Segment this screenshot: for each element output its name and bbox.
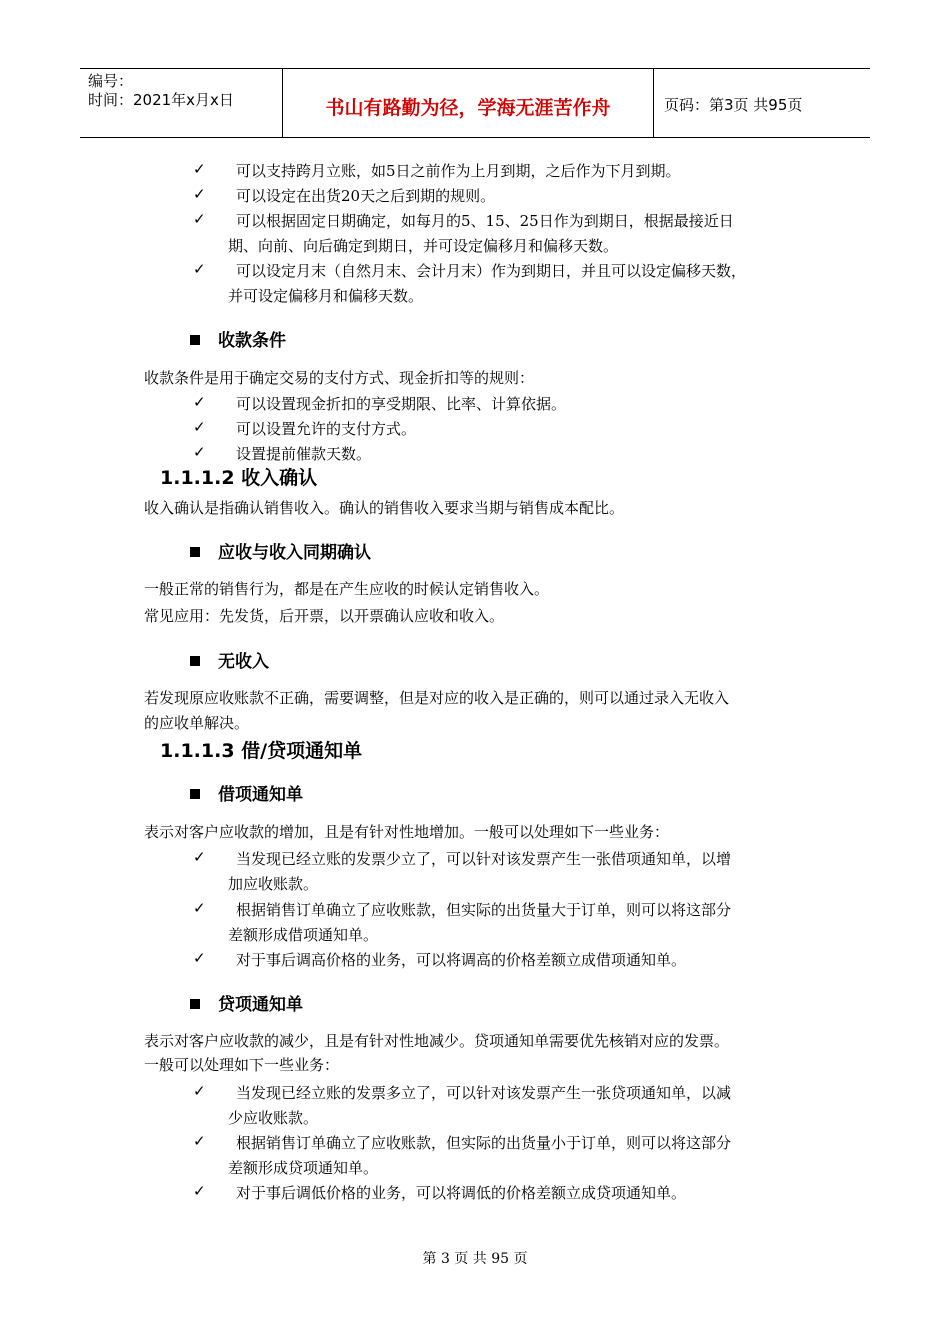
list-item: 对于事后调低价格的业务，可以将调低的价格差额立成贷项通知单。 (236, 1184, 687, 1202)
section-heading-terms: 收款条件 (190, 326, 286, 351)
square-bullet-icon (190, 547, 200, 557)
check-icon: ✓ (193, 1182, 206, 1200)
section-heading-credit: 贷项通知单 (190, 990, 303, 1015)
check-icon: ✓ (193, 160, 206, 178)
paragraph: 的应收单解决。 (144, 714, 250, 732)
square-bullet-icon (190, 999, 200, 1009)
check-icon: ✓ (193, 899, 206, 917)
square-bullet-icon (190, 789, 200, 799)
check-icon: ✓ (193, 393, 206, 411)
list-item: 当发现已经立账的发票少立了，可以针对该发票产生一张借项通知单，以增 (236, 850, 732, 868)
paragraph: 收款条件是用于确定交易的支付方式、现金折扣等的规则： (144, 369, 535, 387)
list-item-continuation: 差额形成贷项通知单。 (228, 1159, 379, 1177)
square-bullet-icon (190, 335, 200, 345)
list-item: 对于事后调高价格的业务，可以将调高的价格差额立成借项通知单。 (236, 951, 687, 969)
paragraph: 一般可以处理如下一些业务： (144, 1056, 340, 1074)
list-item: 可以设定在出货20天之后到期的规则。 (236, 187, 496, 205)
list-item: 可以设定月末（自然月末、会计月末）作为到期日，并且可以设定偏移天数， (236, 262, 747, 280)
check-icon: ✓ (193, 185, 206, 203)
list-item: 根据销售订单确立了应收账款，但实际的出货量大于订单，则可以将这部分 (236, 901, 732, 919)
list-item-continuation: 期、向前、向后确定到期日，并可设定偏移月和偏移天数。 (228, 237, 619, 255)
check-icon: ✓ (193, 443, 206, 461)
list-item-continuation: 加应收账款。 (228, 875, 319, 893)
header-meta (80, 69, 282, 137)
section-heading-no-revenue: 无收入 (190, 647, 269, 672)
header-page-info: 页码：第3页 共95页 (664, 96, 803, 114)
heading-revenue: 1.1.1.2 收入确认 (160, 467, 318, 489)
check-icon: ✓ (193, 1082, 206, 1100)
list-item: 可以设置现金折扣的享受期限、比率、计算依据。 (236, 395, 567, 413)
section-heading-same-period: 应收与收入同期确认 (190, 538, 371, 563)
page-header (80, 68, 870, 138)
paragraph: 表示对客户应收款的减少，且是有针对性地减少。贷项通知单需要优先核销对应的发票。 (144, 1032, 730, 1050)
list-item: 可以设置允许的支付方式。 (236, 420, 417, 438)
square-bullet-icon (190, 656, 200, 666)
list-item-continuation: 并可设定偏移月和偏移天数。 (228, 287, 424, 305)
paragraph: 常见应用：先发货，后开票，以开票确认应收和收入。 (144, 607, 505, 625)
list-item: 当发现已经立账的发票多立了，可以针对该发票产生一张贷项通知单，以减 (236, 1084, 732, 1102)
list-item: 可以支持跨月立账，如5日之前作为上月到期，之后作为下月到期。 (236, 162, 681, 180)
header-date: 时间：2021年x月x日 (88, 91, 234, 109)
paragraph: 若发现原应收账款不正确，需要调整，但是对应的收入是正确的，则可以通过录入无收入 (144, 689, 730, 707)
section-heading-debit: 借项通知单 (190, 780, 303, 805)
list-item: 设置提前催款天数。 (236, 445, 372, 463)
list-item-continuation: 少应收账款。 (228, 1109, 319, 1127)
header-motto: 书山有路勤为径，学海无涯苦作舟 (282, 69, 654, 137)
list-item: 根据销售订单确立了应收账款，但实际的出货量小于订单，则可以将这部分 (236, 1134, 732, 1152)
paragraph: 一般正常的销售行为，都是在产生应收的时候认定销售收入。 (144, 580, 550, 598)
check-icon: ✓ (193, 949, 206, 967)
header-number: 编号： (88, 72, 134, 90)
check-icon: ✓ (193, 210, 206, 228)
heading-notes: 1.1.1.3 借/贷项通知单 (160, 740, 363, 762)
paragraph: 收入确认是指确认销售收入。确认的销售收入要求当期与销售成本配比。 (144, 499, 625, 517)
check-icon: ✓ (193, 848, 206, 866)
check-icon: ✓ (193, 1132, 206, 1150)
page-footer: 第 3 页 共 95 页 (422, 1251, 528, 1267)
check-icon: ✓ (193, 260, 206, 278)
list-item-continuation: 差额形成借项通知单。 (228, 926, 379, 944)
check-icon: ✓ (193, 418, 206, 436)
list-item: 可以根据固定日期确定，如每月的5、15、25日作为到期日，根据最接近日 (236, 212, 734, 230)
paragraph: 表示对客户应收款的增加，且是有针对性地增加。一般可以处理如下一些业务： (144, 823, 670, 841)
